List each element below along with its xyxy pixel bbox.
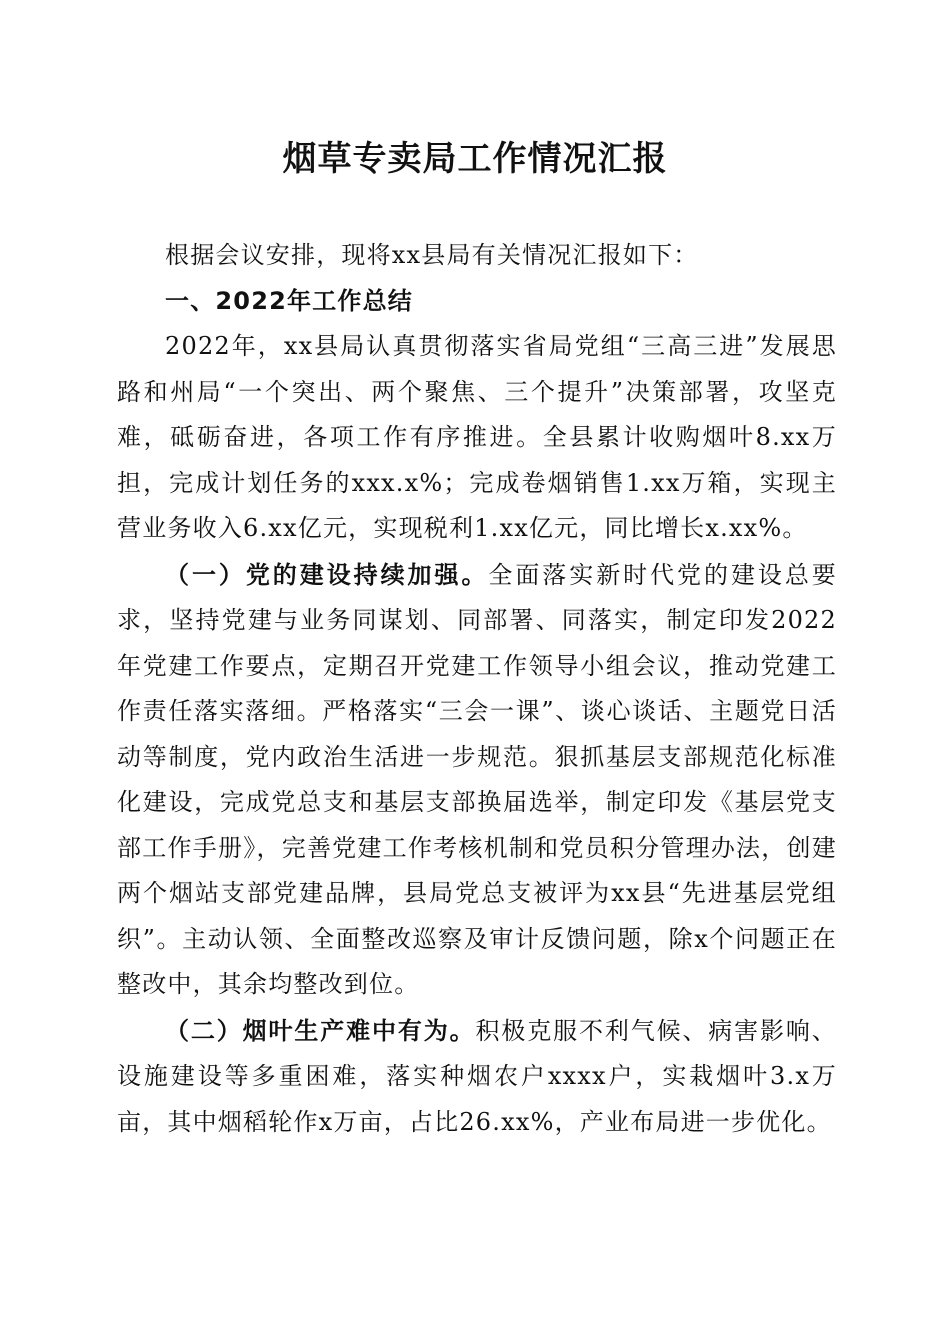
item-paragraph-tobacco-production <box>117 1008 837 1146</box>
item-text: 积极克服不利气候、病害影响、设施建设等多重困难，落实种烟农户xxxx户，实栽烟叶3.x万亩，其中烟稻轮作x万亩，占比26.xx%，产业布局进一步优化。 <box>117 1016 837 1136</box>
item-paragraph-party-building <box>117 552 837 1008</box>
summary-paragraph: 2022年，xx县局认真贯彻落实省局党组“三高三进”发展思路和州局“一个突出、两个聚焦、三个提升”决策部署，攻坚克难，砥砺奋进，各项工作有序推进。全县累计收购烟叶8.xx万担，完成计划任务的xxx.x%；完成卷烟销售1.xx万箱，实现主营业务收入6.xx亿元，实现税利1.xx亿元，同比增长x.xx%。 <box>117 332 837 542</box>
item-lead: （一）党的建设持续加强。 <box>165 559 489 589</box>
document-title: 烟草专卖局工作情况汇报 <box>282 139 668 179</box>
section-heading: 一、2022年工作总结 <box>165 286 413 315</box>
item-text: 全面落实新时代党的建设总要求，坚持党建与业务同谋划、同部署、同落实，制定印发2022年党建工作要点，定期召开党建工作领导小组会议，推动党建工作责任落实落细。严格落实“三会一课”、谈心谈话、主题党日活动等制度，党内政治生活进一步规范。狠抓基层支部规范化标准化建设，完成党总支和基层支部换届选举，制定印发《基层党支部工作手册》，完善党建工作考核机制和党员积分管理办法，创建两个烟站支部党建品牌，县局党总支被评为xx县“先进基层党组织”。主动认领、全面整改巡察及审计反馈问题，除x个问题正在整改中，其余均整改到位。 <box>117 560 837 998</box>
document-body <box>117 233 837 1145</box>
intro-paragraph: 根据会议安排，现将xx县局有关情况汇报如下： <box>165 241 699 269</box>
item-lead: （二）烟叶生产难中有为。 <box>165 1015 476 1045</box>
